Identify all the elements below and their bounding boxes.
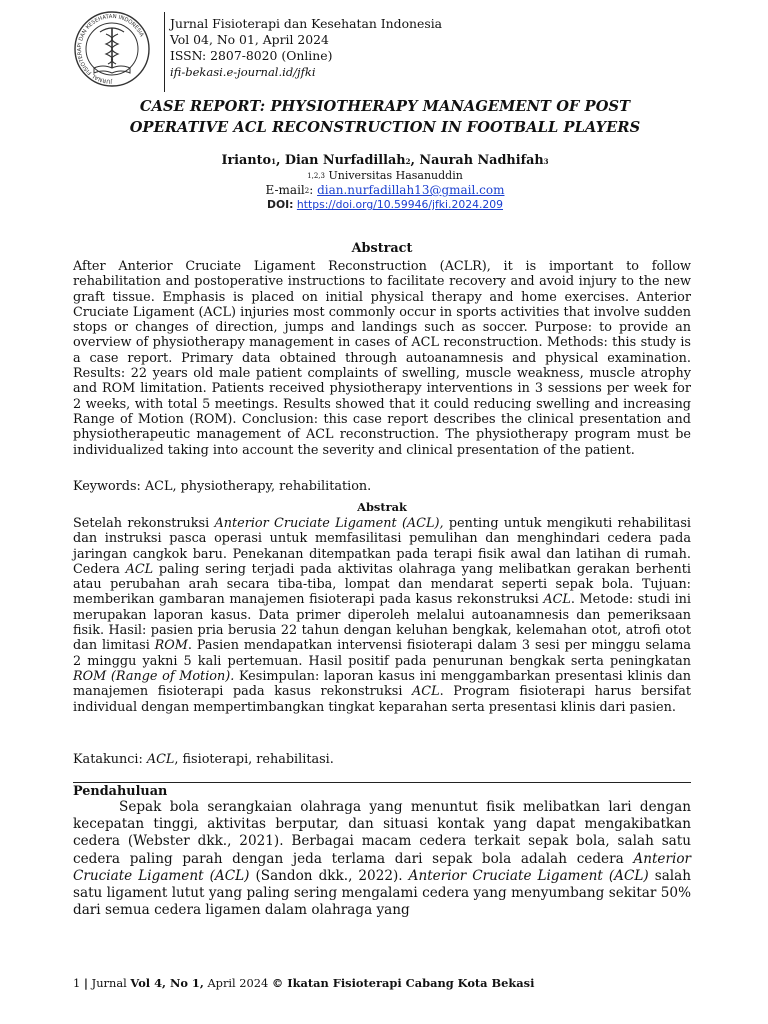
paper-title-line1: CASE REPORT: PHYSIOTHERAPY MANAGEMENT OF POST (139, 98, 631, 115)
footer-journal: Jurnal (91, 976, 127, 990)
paper-title (60, 96, 710, 138)
author-sup: 1 (271, 157, 276, 166)
journal-logo (64, 10, 160, 90)
email-link[interactable]: dian.nurfadillah13@gmail.com (317, 183, 505, 197)
journal-url[interactable]: ifi-bekasi.e-journal.id/jfki (170, 65, 316, 79)
keywords: Keywords: ACL, physiotherapy, rehabilitation. (73, 479, 372, 494)
affiliation (60, 168, 710, 183)
email-label: E-mail (265, 183, 305, 197)
header-divider (164, 12, 165, 92)
email-sup: 2 (304, 187, 310, 195)
paper-title-line2: OPERATIVE ACL RECONSTRUCTION IN FOOTBALL PLAYERS (129, 119, 641, 136)
footer-separator: | (83, 976, 89, 990)
doi-line (60, 197, 710, 212)
journal-header (64, 10, 684, 90)
footer-volume: Vol 4, No 1, (130, 976, 204, 990)
author-sup: 3 (543, 157, 549, 166)
page-footer (73, 976, 534, 990)
footer-copyright: © Ikatan Fisioterapi Cabang Kota Bekasi (271, 976, 535, 990)
abstrak-text: Setelah rekonstruksi Anterior Cruciate Ligament (ACL), penting untuk mengikuti rehabilitasi dan instruksi pasca operasi untuk memfasilitasi pemulihan dan menghindari cedera pada jaringan cangkok baru. Penekanan ditempatkan pada terapi fisik awal dan latihan di rumah. Cedera ACL paling sering terjadi pada aktivitas olahraga yang melibatkan gerakan berhenti atau perubahan arah secara tiba-tiba, lompat dan mendarat seperti sepak bola. Tujuan: memberikan gambaran manajemen fisioterapi pada kasus rekonstruksi ACL. Metode: studi ini merupakan laporan kasus. Data primer diperoleh melalui autoanamnesis dan pemeriksaan fisik. Hasil: pasien pria berusia 22 tahun dengan keluhan bengkak, kelemahan otot, atrofi otot dan limitasi ROM. Pasien mendapatkan intervensi fisioterapi dalam 3 sesi per minggu selama 2 minggu yakni 5 kali pertemuan. Hasil positif pada penurunan bengkak serta peningkatan ROM (Range of Motion). Kesimpulan: laporan kasus ini menggambarkan presentasi klinis dan manajemen fisioterapi pada kasus rekonstruksi ACL. Program fisioterapi harus bersifat individual dengan mempertimbangkan tingkat keparahan serta presentasi klinis dari pasien. (73, 516, 692, 715)
section-divider (73, 782, 691, 783)
author-name: Dian Nurfadillah (284, 153, 406, 168)
journal-volume: Vol 04, No 01, April 2024 (170, 32, 329, 47)
author-name: Naurah Nadhifah (419, 153, 544, 168)
author-list: Irianto$^1$, Dian Nurfadillah$^2$, Naurah Nadhifah$^3$ (221, 153, 549, 168)
page-number: 1 (73, 976, 81, 990)
affiliation-name: Universitas Hasanuddin (328, 169, 463, 182)
abstract-heading: Abstract (351, 241, 413, 256)
logo-ring-text: JURNAL FISIOTERAPI DAN KESEHATAN INDONESIA (77, 13, 145, 85)
journal-name: Jurnal Fisioterapi dan Kesehatan Indonesia (170, 16, 443, 31)
doi-link[interactable]: https://doi.org/10.59946/jfki.2024.209 (296, 198, 504, 211)
introduction-text: Sepak bola serangkaian olahraga yang menuntut fisik melibatkan lari dengan kecepatan tinggi, aktivitas berputar, dan situasi kontak yang dapat mengakibatkan cedera (Webster dkk., 2021). Berbagai macam cedera terkait sepak bola, salah satu cedera paling parah dengan jeda terlama dari sepak bola adalah cedera Anterior Cruciate Ligament (ACL) (Sandon dkk., 2022). Anterior Cruciate Ligament (ACL) salah satu ligament lutut yang paling sering mengalami cedera yang menyumbang sekitar 50% dari semua cedera ligamen dalam olahraga yang (73, 799, 692, 919)
affiliation-sup: 1,2,3 (307, 172, 325, 180)
abstrak-heading: Abstrak (357, 500, 407, 514)
author-name: Irianto (221, 153, 272, 168)
footer-date: April 2024 (207, 976, 269, 990)
katakunci: Katakunci: ACL, fisioterapi, rehabilitasi. (73, 752, 334, 767)
doi-label: DOI: (266, 198, 294, 211)
contact-email: E-mail$^2$: dian.nurfadillah13@gmail.com (265, 183, 505, 197)
journal-issn: ISSN: 2807-8020 (Online) (170, 48, 333, 63)
journal-info (170, 16, 442, 80)
abstract-text: After Anterior Cruciate Ligament Reconstruction (ACLR), it is important to follow rehabilitation and postoperative instructions to facilitate recovery and avoid injury to the new graft tissue. Emphasis is placed on initial physical therapy and home exercises. Anterior Cruciate Ligament (ACL) injuries most commonly occur in sports activities that involve sudden stops or changes of direction, jumps and landings such as soccer. Purpose: to provide an overview of physiotherapy management in cases of ACL reconstruction. Methods: this study is a case report. Primary data obtained through autoanamnesis and physical examination. Results: 22 years old male patient complaints of swelling, muscle weakness, muscle atrophy and ROM limitation. Patients received physiotherapy interventions in 3 sessions per week for 2 weeks, with total 5 meetings. Results showed that it could reducing swelling and increasing Range of Motion (ROM). Conclusion: this case report describes the clinical presentation and physiotherapeutic management of ACL reconstruction. The physiotherapy program must be individualized taking into account the severity and clinical presentation of the patient. (73, 259, 691, 458)
author-sup: 2 (405, 157, 411, 166)
introduction-heading: Pendahuluan (73, 784, 168, 799)
